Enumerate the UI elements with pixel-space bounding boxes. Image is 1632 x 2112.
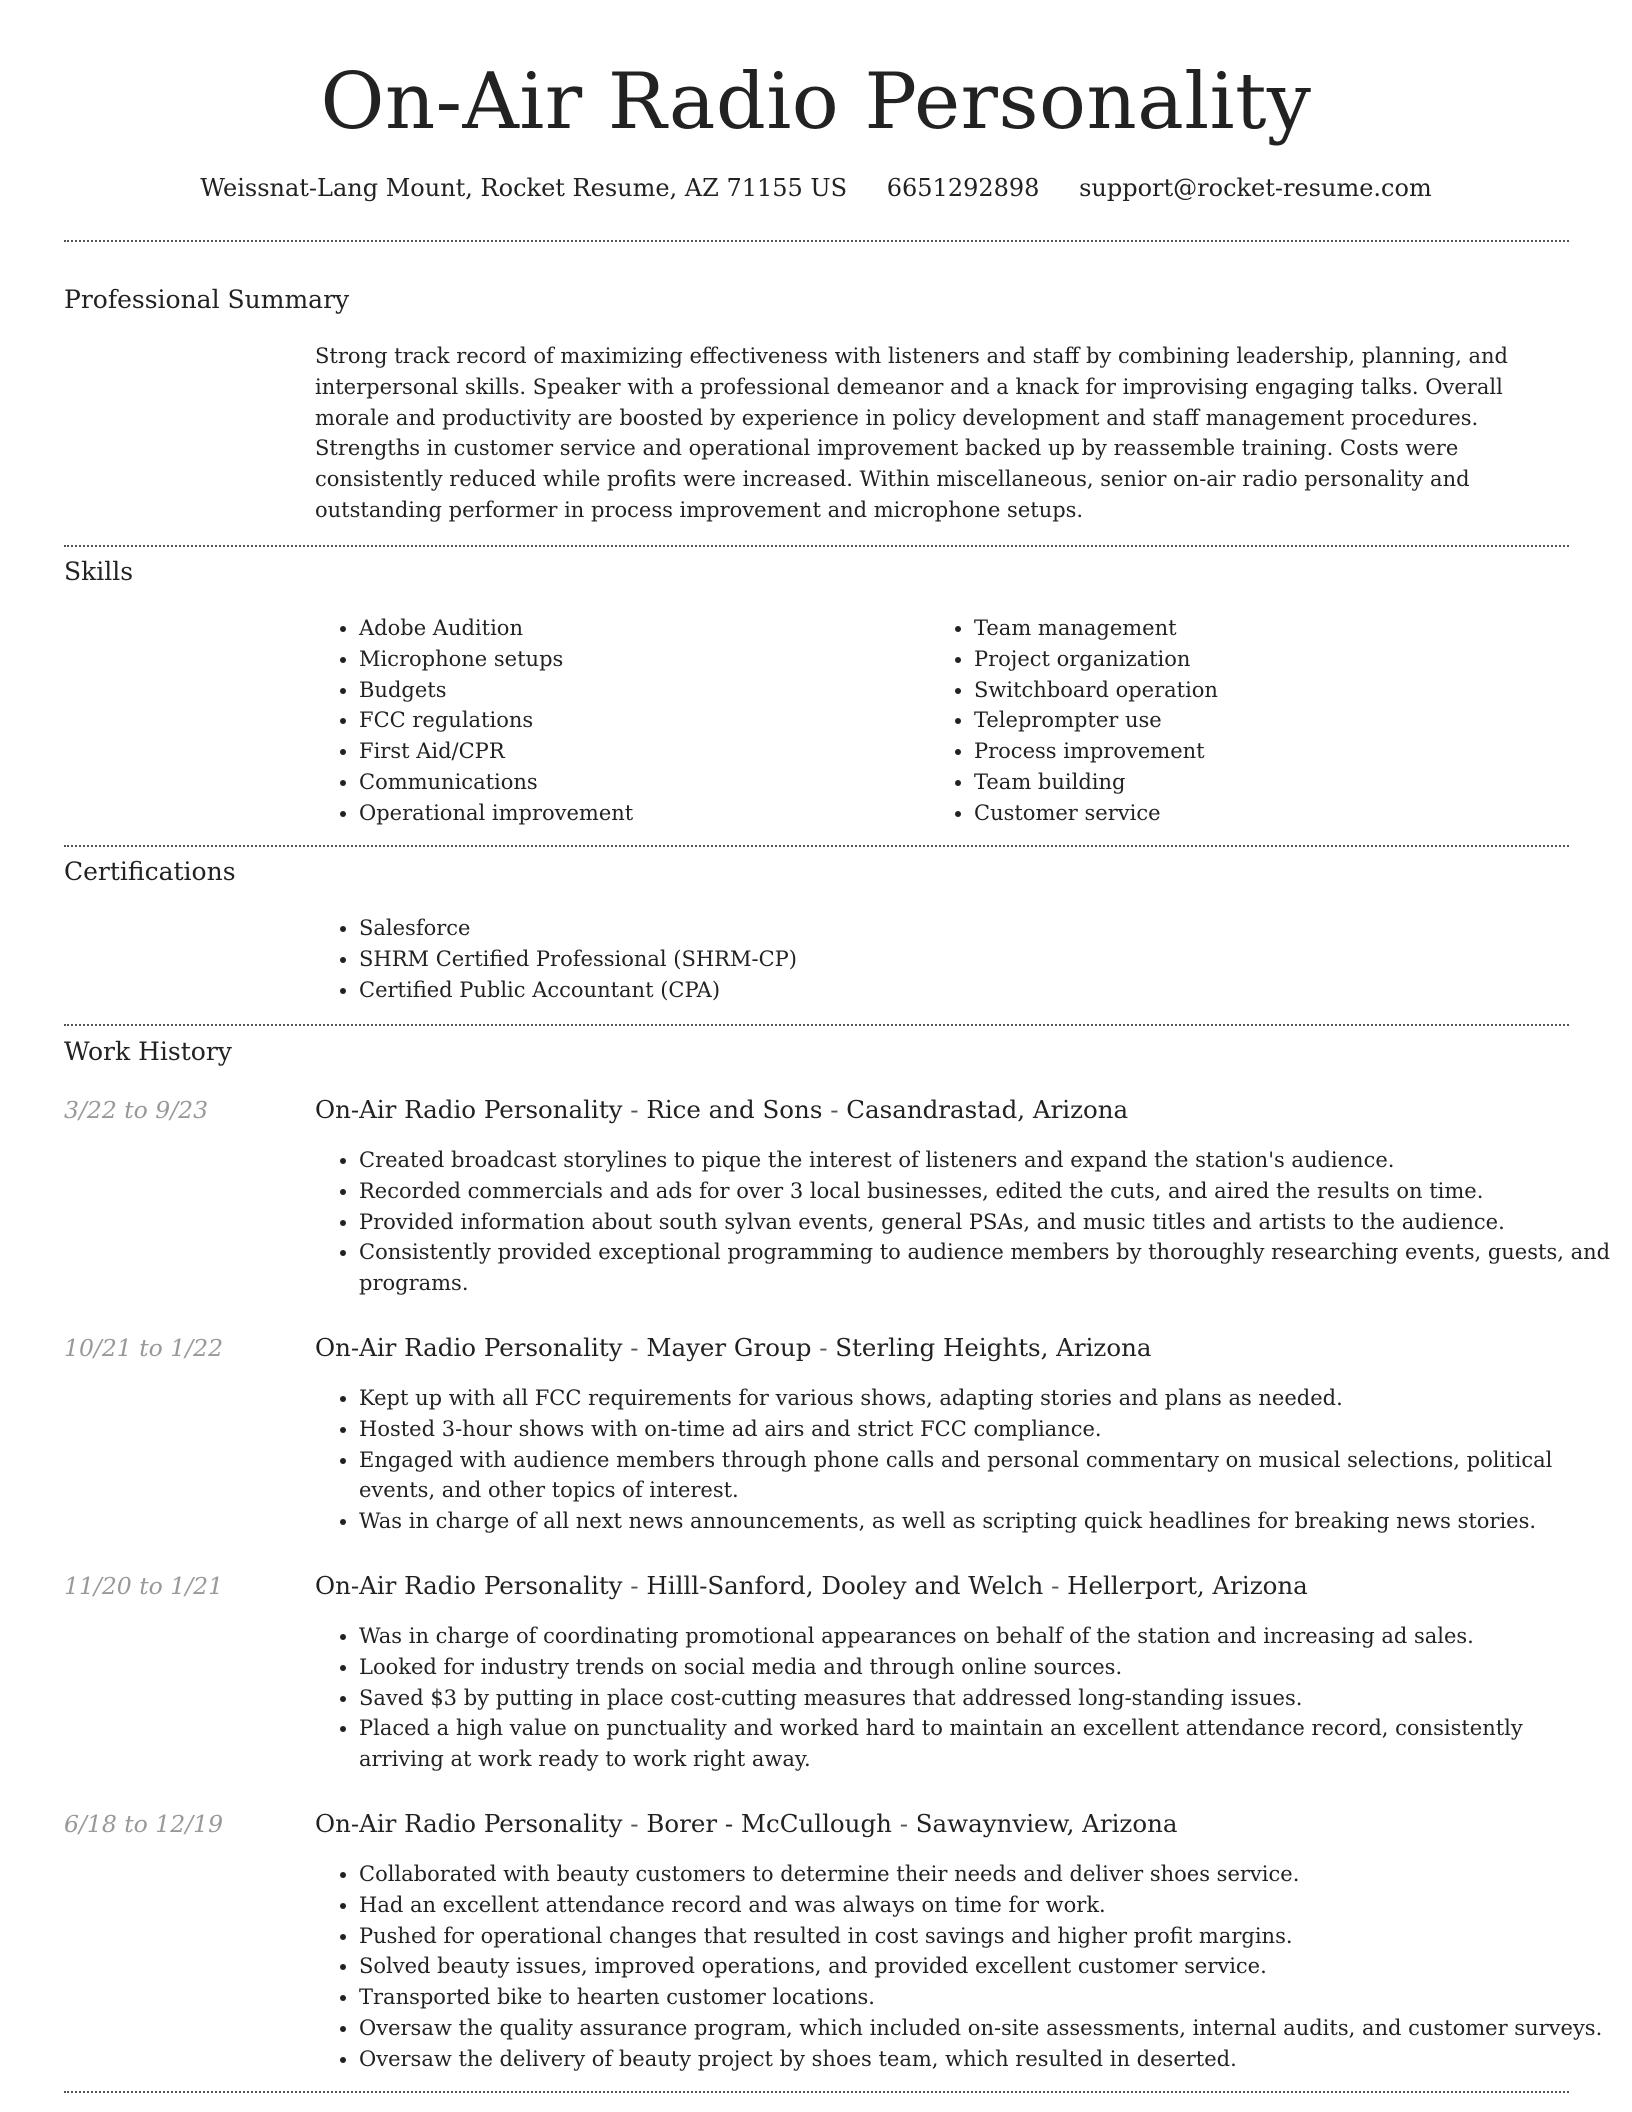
job-title	[315, 1807, 1177, 1841]
divider	[64, 240, 1569, 242]
job-separator: -	[622, 1571, 647, 1600]
divider	[64, 545, 1569, 547]
skills-list-left	[315, 613, 919, 829]
job-bullets	[315, 1145, 1614, 1299]
skills-heading: Skills	[64, 557, 134, 586]
skill-item: • Adobe Audition	[359, 613, 919, 644]
skill-item: • Budgets	[359, 675, 919, 706]
job-bullets	[315, 1621, 1614, 1775]
job-role: On-Air Radio Personality	[315, 1333, 623, 1362]
job-bullet: • Transported bike to hearten customer locations.	[359, 1982, 1614, 2013]
job-separator: -	[622, 1809, 647, 1838]
job-bullet: • Engaged with audience members through phone calls and personal commentary on musical selections, political events, and other topics of interest.	[359, 1445, 1614, 1507]
skill-item: • Switchboard operation	[974, 675, 1574, 706]
job-separator: -	[891, 1809, 916, 1838]
certification-item: • Salesforce	[359, 913, 1559, 944]
job-bullet: • Kept up with all FCC requirements for various shows, adapting stories and plans as needed.	[359, 1383, 1614, 1414]
job-location: Hellerport, Arizona	[1067, 1571, 1308, 1600]
skill-item: • Communications	[359, 767, 919, 798]
job-bullet: • Hosted 3-hour shows with on-time ad airs and strict FCC compliance.	[359, 1414, 1614, 1445]
job-bullet: • Recorded commercials and ads for over 3 local businesses, edited the cuts, and aired the results on time.	[359, 1176, 1614, 1207]
job-separator: -	[622, 1095, 647, 1124]
job-role: On-Air Radio Personality	[315, 1809, 623, 1838]
job-bullet: • Oversaw the delivery of beauty project by shoes team, which resulted in deserted.	[359, 2044, 1614, 2075]
job-bullet: • Provided information about south sylvan events, general PSAs, and music titles and artists to the audience.	[359, 1207, 1614, 1238]
certifications-heading: Certifications	[64, 857, 236, 886]
contact-phone: 6651292898	[886, 174, 1040, 202]
skill-item: • Team building	[974, 767, 1574, 798]
job-title	[315, 1093, 1128, 1127]
job-separator: -	[1043, 1571, 1068, 1600]
job-role: On-Air Radio Personality	[315, 1571, 623, 1600]
job-bullet: • Consistently provided exceptional programming to audience members by thoroughly researching events, guests, and programs.	[359, 1237, 1614, 1299]
job-role: On-Air Radio Personality	[315, 1095, 623, 1124]
skill-item: • Customer service	[974, 798, 1574, 829]
work-heading: Work History	[64, 1037, 232, 1066]
job-bullet: • Looked for industry trends on social media and through online sources.	[359, 1652, 1614, 1683]
job-title	[315, 1569, 1308, 1603]
contact-line	[0, 170, 1632, 206]
job-separator: -	[822, 1095, 847, 1124]
resume-name: On-Air Radio Personality	[320, 57, 1312, 147]
certifications-list	[315, 913, 1559, 1005]
job-bullet: • Saved $3 by putting in place cost-cutting measures that addressed long-standing issues.	[359, 1683, 1614, 1714]
job-company: Borer - McCullough	[646, 1809, 892, 1838]
job-bullet: • Oversaw the quality assurance program, which included on-site assessments, internal audits, and customer surveys.	[359, 2013, 1614, 2044]
job-separator: -	[811, 1333, 836, 1362]
skill-item: • Operational improvement	[359, 798, 919, 829]
job-separator: -	[622, 1333, 647, 1362]
skill-item: • Project organization	[974, 644, 1574, 675]
job-bullet: • Had an excellent attendance record and was always on time for work.	[359, 1890, 1614, 1921]
skill-item: • Process improvement	[974, 736, 1574, 767]
job-bullet: • Was in charge of coordinating promotional appearances on behalf of the station and increasing ad sales.	[359, 1621, 1614, 1652]
contact-email[interactable]: support@rocket-resume.com	[1079, 174, 1432, 202]
job-title	[315, 1331, 1151, 1365]
job-bullet: • Pushed for operational changes that resulted in cost savings and higher profit margins.	[359, 1921, 1614, 1952]
skills-list-right	[930, 613, 1574, 829]
job-bullets	[315, 1859, 1614, 2075]
job-bullet: • Created broadcast storylines to pique the interest of listeners and expand the station's audience.	[359, 1145, 1614, 1176]
certification-item: • Certified Public Accountant (CPA)	[359, 975, 1559, 1006]
job-dates: 3/22 to 9/23	[64, 1096, 209, 1124]
summary-heading: Professional Summary	[64, 285, 350, 314]
skill-item: • FCC regulations	[359, 705, 919, 736]
skill-item: • Teleprompter use	[974, 705, 1574, 736]
divider	[64, 845, 1569, 847]
job-location: Casandrastad, Arizona	[846, 1095, 1129, 1124]
job-dates: 11/20 to 1/21	[64, 1572, 224, 1600]
job-bullet: • Solved beauty issues, improved operations, and provided excellent customer service.	[359, 1951, 1614, 1982]
job-bullets	[315, 1383, 1614, 1537]
job-dates: 6/18 to 12/19	[64, 1810, 224, 1838]
skill-item: • Team management	[974, 613, 1574, 644]
job-location: Sawaynview, Arizona	[915, 1809, 1178, 1838]
job-company: Mayer Group	[646, 1333, 812, 1362]
contact-address: Weissnat-Lang Mount, Rocket Resume, AZ 71155 US	[200, 174, 848, 202]
job-bullet: • Collaborated with beauty customers to determine their needs and deliver shoes service.	[359, 1859, 1614, 1890]
job-dates: 10/21 to 1/22	[64, 1334, 224, 1362]
job-company: Rice and Sons	[646, 1095, 823, 1124]
divider	[64, 2091, 1569, 2093]
job-location: Sterling Heights, Arizona	[835, 1333, 1152, 1362]
divider	[64, 1024, 1569, 1026]
job-bullet: • Placed a high value on punctuality and worked hard to maintain an excellent attendance record, consistently arriving at work ready to work right away.	[359, 1713, 1614, 1775]
certification-item: • SHRM Certified Professional (SHRM-CP)	[359, 944, 1559, 975]
skill-item: • Microphone setups	[359, 644, 919, 675]
summary-text: Strong track record of maximizing effectiveness with listeners and staff by combining leadership, planning, and interpersonal skills. Speaker with a professional demeanor and a knack for improvising engaging talks. Overall morale and productivity are boosted by experience in policy development and staff management procedures. Strengths in customer service and operational improvement backed up by reassemble training. Costs were consistently reduced while profits were increased. Within miscellaneous, senior on-air radio personality and outstanding performer in process improvement and microphone setups.	[315, 344, 1508, 522]
job-bullet: • Was in charge of all next news announcements, as well as scripting quick headlines for breaking news stories.	[359, 1506, 1614, 1537]
job-company: Hilll-Sanford, Dooley and Welch	[646, 1571, 1044, 1600]
skill-item: • First Aid/CPR	[359, 736, 919, 767]
